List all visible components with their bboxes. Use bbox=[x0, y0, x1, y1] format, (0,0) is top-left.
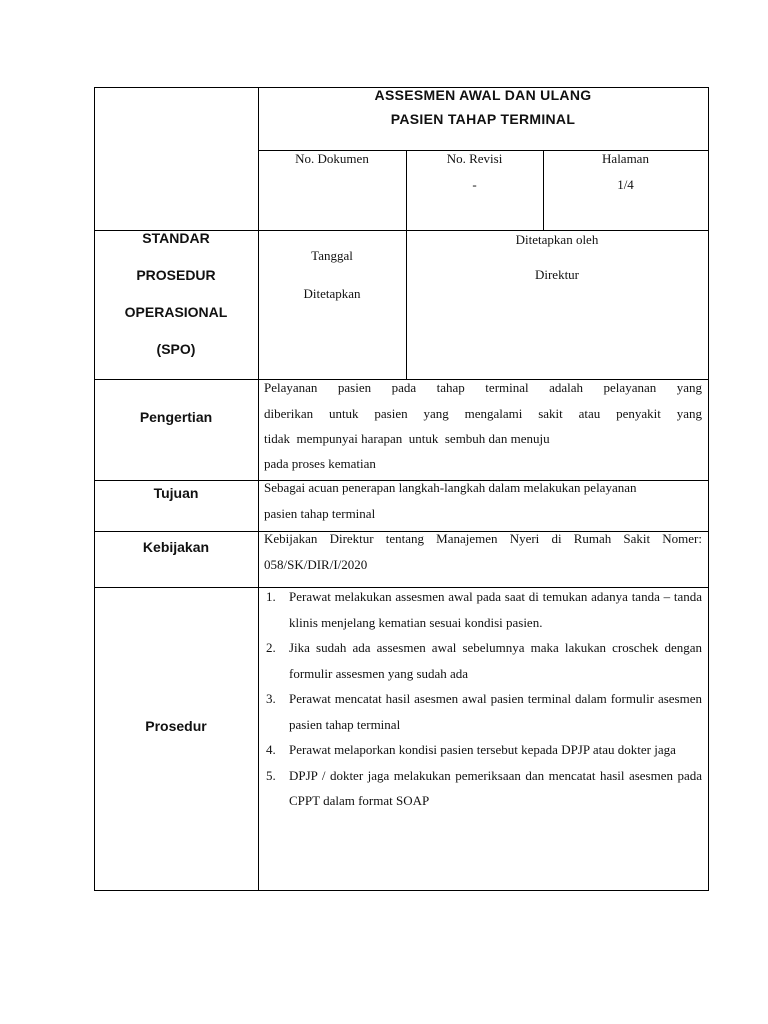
prosedur-label: Prosedur bbox=[145, 718, 207, 734]
prosedur-item-text: Perawat melakukan assesmen awal pada saat di temukan adanya tanda – tanda klinis menjelang kematian sesuai kondisi pasien. bbox=[289, 589, 702, 630]
prosedur-item bbox=[264, 584, 702, 635]
kebijakan-label: Kebijakan bbox=[142, 539, 210, 555]
halaman-value: 1/4 bbox=[617, 177, 634, 192]
ditetapkan-oleh-label: Ditetapkan oleh bbox=[515, 232, 599, 247]
table-border-right bbox=[708, 87, 709, 891]
pengertian-line-1: Pelayanan pasien pada tahap terminal adalah pelayanan yang bbox=[264, 380, 702, 395]
document-title-line-2: PASIEN TAHAP TERMINAL bbox=[390, 111, 576, 127]
tanggal-label: Tanggal bbox=[311, 248, 353, 263]
halaman-label: Halaman bbox=[602, 151, 649, 166]
tujuan-label: Tujuan bbox=[153, 485, 199, 501]
direktur-label: Direktur bbox=[534, 267, 580, 282]
prosedur-list bbox=[264, 584, 702, 814]
prosedur-item-text: Perawat mencatat hasil asesmen awal pasien terminal dalam formulir asesmen pasien tahap terminal bbox=[289, 691, 702, 732]
prosedur-item-number: 3. bbox=[266, 691, 276, 706]
ditetapkan-label: Ditetapkan bbox=[303, 286, 361, 301]
prosedur-item-number: 5. bbox=[266, 767, 276, 783]
spo-label-line-1: STANDAR bbox=[142, 230, 210, 246]
prosedur-item-number: 2. bbox=[266, 640, 276, 655]
prosedur-item bbox=[264, 737, 702, 763]
prosedur-item-text: DPJP / dokter jaga melakukan pemeriksaan dan mencatat hasil asesmen pada CPPT dalam format SOAP bbox=[289, 767, 702, 808]
table-border-bottom bbox=[94, 890, 709, 891]
no-dokumen-label: No. Dokumen bbox=[295, 151, 369, 166]
pengertian-line-3: tidak mempunyai harapan untuk sembuh dan menuju bbox=[264, 431, 550, 446]
prosedur-item bbox=[264, 635, 702, 686]
kebijakan-text: Kebijakan Direktur tentang Manajemen Nyeri di Rumah Sakit Nomer: 058/SK/DIR/I/2020 bbox=[264, 531, 702, 572]
no-revisi-label: No. Revisi bbox=[446, 151, 503, 166]
prosedur-item bbox=[264, 686, 702, 737]
spo-label-line-2: PROSEDUR bbox=[136, 267, 216, 283]
spo-label-line-4: (SPO) bbox=[156, 341, 196, 357]
prosedur-item-number: 4. bbox=[266, 742, 276, 757]
no-revisi-value: - bbox=[472, 177, 477, 192]
pengertian-label: Pengertian bbox=[139, 409, 213, 425]
pengertian-line-2: diberikan untuk pasien yang mengalami sakit atau penyakit yang bbox=[264, 406, 702, 421]
prosedur-item-number: 1. bbox=[266, 589, 276, 604]
prosedur-item-text: Perawat melaporkan kondisi pasien tersebut kepada DPJP atau dokter jaga bbox=[289, 742, 676, 757]
document-title-line-1: ASSESMEN AWAL DAN ULANG bbox=[374, 87, 592, 103]
pengertian-line-4: pada proses kematian bbox=[264, 456, 376, 471]
table-column-divider bbox=[258, 87, 259, 891]
spo-label-line-3: OPERASIONAL bbox=[124, 304, 228, 320]
tujuan-text: Sebagai acuan penerapan langkah-langkah dalam melakukan pelayanan pasien tahap terminal bbox=[264, 480, 637, 521]
prosedur-item bbox=[264, 763, 702, 814]
prosedur-item-text: Jika sudah ada assesmen awal sebelumnya maka lakukan croschek dengan formulir assesmen yang sudah ada bbox=[289, 640, 702, 681]
